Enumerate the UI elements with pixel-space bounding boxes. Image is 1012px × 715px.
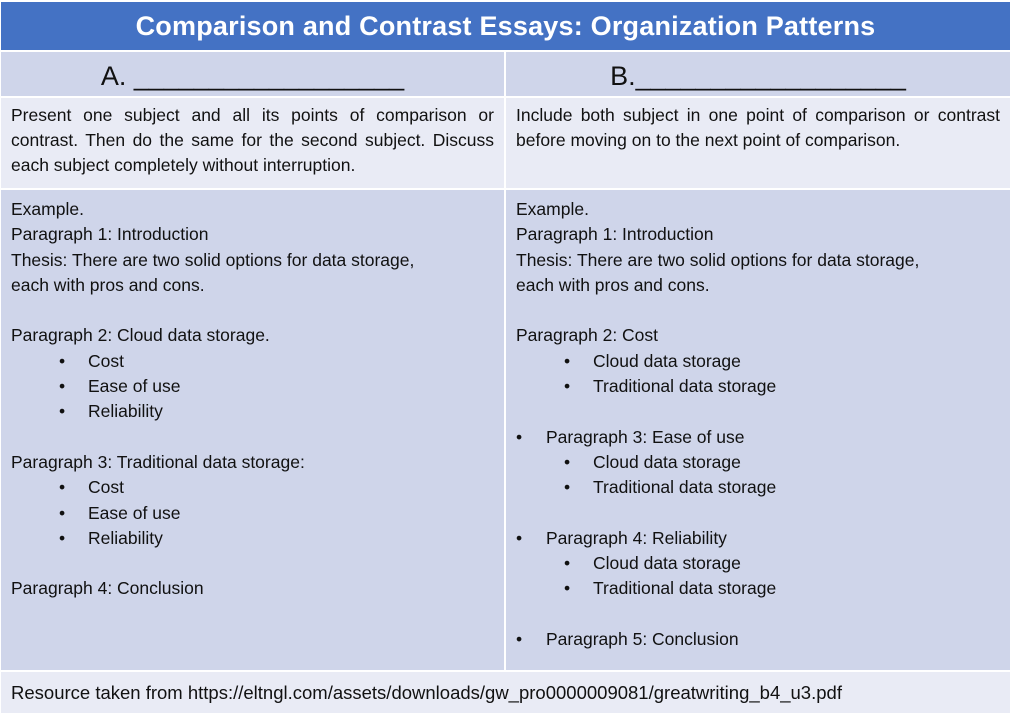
bullet-icon: • [516, 527, 523, 548]
bullet-icon: • [59, 401, 66, 422]
spacer [516, 298, 1000, 323]
bullet-icon: • [59, 376, 66, 397]
bullet-icon: • [516, 629, 523, 650]
spacer [11, 298, 494, 323]
spacer [516, 501, 1000, 526]
spacer [11, 551, 494, 576]
example-label: Example. [516, 199, 589, 219]
list-item: • Traditional data storage [516, 576, 1000, 601]
spacer [11, 425, 494, 450]
list-item: • Cost [11, 349, 494, 374]
thesis-line-2: each with pros and cons. [516, 274, 710, 295]
list-item: • Ease of use [11, 374, 494, 399]
bullet-icon: • [564, 350, 571, 371]
organization-patterns-table [1, 2, 1010, 713]
column-b-heading: B.__________________ [506, 52, 1010, 98]
thesis-line-1: Thesis: There are two solid options for data storage, [11, 249, 415, 270]
paragraph-5: • Paragraph 5: Conclusion [516, 627, 1000, 652]
thesis-line-1: Thesis: There are two solid options for data storage, [516, 249, 920, 270]
bullet-icon: • [564, 376, 571, 397]
list-item: • Reliability [11, 399, 494, 424]
spacer [516, 399, 1000, 424]
bullet-icon: • [59, 477, 66, 498]
paragraph-3: Paragraph 3: Traditional data storage: [11, 451, 305, 472]
table-title: Comparison and Contrast Essays: Organization Patterns [1, 2, 1010, 52]
paragraph-4: • Paragraph 4: Reliability [516, 526, 1000, 551]
list-item: • Reliability [11, 526, 494, 551]
paragraph-4: Paragraph 4: Conclusion [11, 578, 204, 599]
column-a-heading: A. __________________ [1, 52, 504, 98]
bullet-icon: • [59, 502, 66, 523]
bullet-icon: • [59, 350, 66, 371]
list-item: • Traditional data storage [516, 374, 1000, 399]
thesis-line-2: each with pros and cons. [11, 274, 205, 295]
column-b-example [506, 190, 1010, 672]
bullet-icon: • [564, 553, 571, 574]
spacer [516, 602, 1000, 627]
list-item: • Cloud data storage [516, 551, 1000, 576]
list-item: • Cost [11, 475, 494, 500]
paragraph-1: Paragraph 1: Introduction [516, 224, 714, 245]
paragraph-2: Paragraph 2: Cost [516, 325, 659, 346]
column-a-example [1, 190, 504, 672]
bullet-icon: • [564, 451, 571, 472]
column-a-description: Present one subject and all its points of comparison or contrast. Then do the same for the second subject. Discuss each subject completely without interruption. [1, 98, 504, 190]
bullet-icon: • [564, 578, 571, 599]
bullet-icon: • [564, 477, 571, 498]
bullet-icon: • [59, 527, 66, 548]
paragraph-2: Paragraph 2: Cloud data storage. [11, 325, 270, 346]
resource-footer: Resource taken from https://eltngl.com/assets/downloads/gw_pro0000009081/greatwriting_b4_u3.pdf [1, 672, 1010, 713]
paragraph-1: Paragraph 1: Introduction [11, 224, 209, 245]
bullet-icon: • [516, 426, 523, 447]
example-label: Example. [11, 199, 84, 219]
paragraph-3: • Paragraph 3: Ease of use [516, 425, 1000, 450]
column-b-description: Include both subject in one point of comparison or contrast before moving on to the next point of comparison. [506, 98, 1010, 190]
list-item: • Traditional data storage [516, 475, 1000, 500]
list-item: • Cloud data storage [516, 349, 1000, 374]
list-item: • Cloud data storage [516, 450, 1000, 475]
list-item: • Ease of use [11, 501, 494, 526]
